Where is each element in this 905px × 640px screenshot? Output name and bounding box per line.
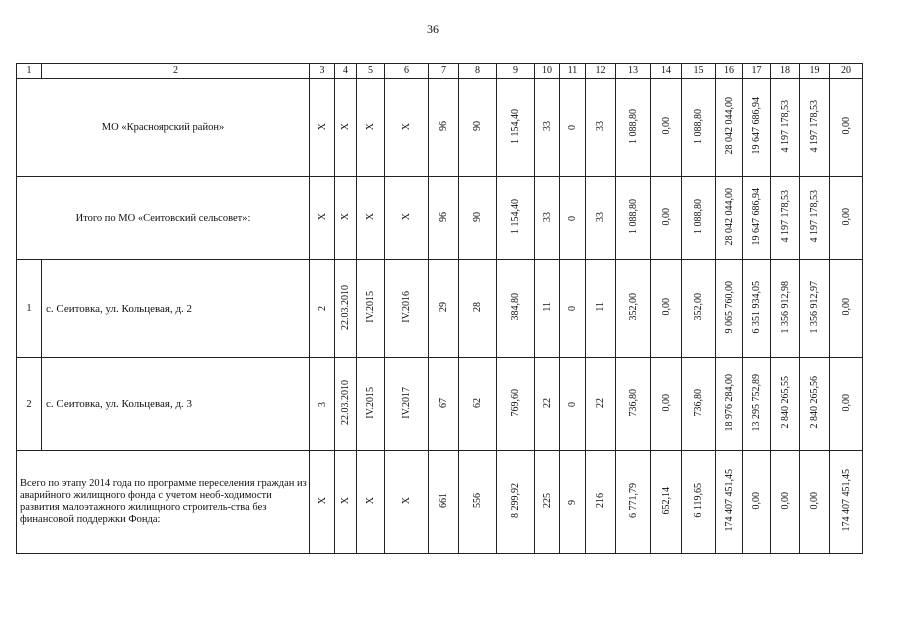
- cell-value: 22: [541, 397, 553, 408]
- cell-value: 2 840 265,55: [779, 376, 791, 429]
- cell-value: 1 356 912,98: [779, 280, 791, 334]
- cell-value: Х: [340, 497, 351, 505]
- column-header: 3: [310, 64, 335, 79]
- data-cell: [335, 260, 357, 358]
- column-header: 2: [42, 64, 310, 79]
- cell-value: 6 351 934,05: [751, 280, 762, 334]
- cell-value: 0,00: [660, 298, 672, 316]
- header-row: [17, 64, 863, 79]
- cell-value: Х: [401, 497, 412, 505]
- cell-value: 33: [541, 211, 553, 222]
- cell-value: 2: [316, 306, 328, 311]
- cell-value: 661: [438, 493, 449, 508]
- data-cell: [429, 358, 459, 451]
- data-cell: [651, 177, 682, 260]
- cell-value: 62: [472, 397, 483, 408]
- data-cell: [535, 79, 560, 177]
- cell-value: 1 088,80: [627, 199, 639, 234]
- cell-value: 13 295 752,89: [751, 373, 762, 432]
- data-cell: [535, 177, 560, 260]
- cell-value: 225: [541, 493, 553, 508]
- data-cell: [682, 79, 716, 177]
- data-cell: [800, 451, 830, 554]
- data-cell: [357, 358, 385, 451]
- data-cell: [560, 260, 586, 358]
- data-cell: [830, 260, 863, 358]
- data-cell: [497, 79, 535, 177]
- cell-value: 0,00: [840, 393, 852, 412]
- cell-value: Х: [316, 213, 328, 221]
- data-cell: [385, 177, 429, 260]
- column-header: 8: [459, 64, 497, 79]
- table-row: [17, 358, 863, 451]
- data-cell: [385, 79, 429, 177]
- row-number: 1: [17, 260, 42, 358]
- data-cell: [459, 177, 497, 260]
- data-cell: [385, 451, 429, 554]
- data-cell: [335, 79, 357, 177]
- cell-value: 33: [595, 211, 606, 222]
- data-cell: [830, 177, 863, 260]
- cell-value: 0,00: [660, 207, 672, 226]
- data-cell: [651, 260, 682, 358]
- column-header: 5: [357, 64, 385, 79]
- column-header: 18: [771, 64, 800, 79]
- row-title: МО «Красноярский район»: [17, 79, 310, 177]
- data-cell: [743, 260, 771, 358]
- cell-value: 6 771,79: [627, 483, 639, 518]
- cell-value: 9: [567, 499, 578, 505]
- column-header: 11: [560, 64, 586, 79]
- data-cell: [385, 260, 429, 358]
- cell-value: 4 197 178,53: [809, 99, 820, 153]
- data-cell: [800, 177, 830, 260]
- column-header: 4: [335, 64, 357, 79]
- cell-value: Х: [401, 213, 412, 221]
- column-header: 7: [429, 64, 459, 79]
- cell-value: 29: [438, 302, 449, 312]
- cell-value: 0,00: [840, 298, 852, 316]
- cell-value: 0,00: [660, 117, 672, 135]
- row-address: с. Сеитовка, ул. Кольцевая, д. 3: [42, 358, 310, 451]
- cell-value: 28 042 044,00: [723, 97, 735, 155]
- data-cell: [800, 260, 830, 358]
- data-cell: [830, 79, 863, 177]
- column-header: 17: [743, 64, 771, 79]
- cell-value: IV.2017: [401, 386, 412, 419]
- data-cell: [560, 79, 586, 177]
- data-cell: [616, 260, 651, 358]
- data-cell: [651, 358, 682, 451]
- column-header: 20: [830, 64, 863, 79]
- data-cell: [459, 260, 497, 358]
- cell-value: Х: [365, 122, 376, 130]
- data-cell: [682, 358, 716, 451]
- cell-value: 11: [595, 302, 606, 312]
- data-cell: [771, 79, 800, 177]
- cell-value: 90: [472, 211, 483, 222]
- cell-value: 19 647 686,94: [751, 97, 762, 155]
- column-header: 16: [716, 64, 743, 79]
- cell-value: IV.2015: [365, 386, 376, 419]
- data-cell: [357, 451, 385, 554]
- cell-value: 1 356 912,97: [809, 280, 820, 334]
- cell-value: 0,00: [809, 491, 820, 510]
- cell-value: 352,00: [693, 293, 704, 321]
- data-cell: [310, 177, 335, 260]
- cell-value: 384,80: [510, 293, 521, 321]
- cell-value: 1 088,80: [693, 199, 704, 234]
- row-title: Всего по этапу 2014 года по программе переселения граждан из аварийного жилищного фонда с учетом необ-ходимости развития малоэтажного жилищного строитель-ства без финансовой поддержки Фонда:: [17, 451, 310, 554]
- cell-value: 3: [316, 401, 328, 407]
- data-cell: [716, 177, 743, 260]
- cell-value: 736,80: [693, 388, 704, 417]
- data-cell: [716, 79, 743, 177]
- data-cell: [830, 358, 863, 451]
- data-cell: [459, 358, 497, 451]
- cell-value: 22.03.2010: [340, 284, 351, 330]
- data-cell: [682, 177, 716, 260]
- cell-value: 4 197 178,53: [779, 99, 791, 153]
- data-cell: [616, 177, 651, 260]
- data-cell: [586, 451, 616, 554]
- cell-value: 22: [595, 397, 606, 408]
- column-header: 9: [497, 64, 535, 79]
- data-cell: [560, 451, 586, 554]
- data-cell: [310, 451, 335, 554]
- cell-value: 33: [541, 121, 553, 131]
- cell-value: 769,60: [510, 388, 521, 417]
- column-header: 15: [682, 64, 716, 79]
- cell-value: 0: [567, 401, 578, 407]
- data-cell: [586, 79, 616, 177]
- data-cell: [651, 79, 682, 177]
- cell-value: Х: [365, 497, 376, 505]
- data-cell: [385, 358, 429, 451]
- cell-value: 0,00: [660, 393, 672, 412]
- cell-value: 28: [472, 302, 483, 312]
- data-cell: [497, 260, 535, 358]
- data-cell: [616, 451, 651, 554]
- cell-value: 1 088,80: [627, 108, 639, 144]
- column-header: 14: [651, 64, 682, 79]
- column-header: 12: [586, 64, 616, 79]
- cell-value: 1 154,40: [510, 199, 521, 234]
- column-header: 19: [800, 64, 830, 79]
- cell-value: 652,14: [660, 486, 672, 515]
- data-cell: [335, 177, 357, 260]
- cell-value: 2 840 265,56: [809, 376, 820, 429]
- data-cell: [771, 260, 800, 358]
- row-address: с. Сеитовка, ул. Кольцевая, д. 2: [42, 260, 310, 358]
- data-cell: [743, 358, 771, 451]
- data-table: [16, 63, 863, 554]
- table-row: [17, 177, 863, 260]
- row-number: 2: [17, 358, 42, 451]
- cell-value: 96: [438, 211, 449, 222]
- cell-value: 6 119,65: [693, 483, 704, 518]
- data-cell: [429, 177, 459, 260]
- data-cell: [429, 79, 459, 177]
- column-header: 6: [385, 64, 429, 79]
- data-cell: [771, 358, 800, 451]
- cell-value: 28 042 044,00: [723, 187, 735, 246]
- cell-value: Х: [365, 213, 376, 221]
- cell-value: 736,80: [627, 388, 639, 417]
- cell-value: 0: [567, 125, 578, 130]
- cell-value: Х: [340, 213, 351, 221]
- cell-value: 67: [438, 397, 449, 408]
- data-cell: [616, 79, 651, 177]
- cell-value: 1 088,80: [693, 108, 704, 144]
- data-cell: [497, 451, 535, 554]
- table-row: [17, 79, 863, 177]
- cell-value: 216: [595, 493, 606, 508]
- cell-value: 1 154,40: [510, 108, 521, 144]
- data-cell: [586, 177, 616, 260]
- row-title: Итого по МО «Сеитовский сельсовет»:: [17, 177, 310, 260]
- cell-value: 0: [567, 306, 578, 311]
- cell-value: 11: [541, 302, 553, 312]
- column-header: 10: [535, 64, 560, 79]
- data-cell: [497, 358, 535, 451]
- cell-value: IV.2015: [365, 291, 376, 323]
- cell-value: 0,00: [840, 207, 852, 226]
- cell-value: 19 647 686,94: [751, 187, 762, 246]
- data-cell: [357, 177, 385, 260]
- cell-value: 8 299,92: [510, 483, 521, 518]
- cell-value: 90: [472, 121, 483, 131]
- cell-value: 9 065 760,00: [723, 280, 735, 334]
- data-cell: [310, 260, 335, 358]
- data-cell: [535, 358, 560, 451]
- data-cell: [335, 358, 357, 451]
- cell-value: 22.03.2010: [340, 380, 351, 425]
- cell-value: 0: [567, 215, 578, 221]
- data-cell: [682, 451, 716, 554]
- data-cell: [586, 260, 616, 358]
- data-cell: [682, 260, 716, 358]
- data-cell: [800, 79, 830, 177]
- data-cell: [429, 451, 459, 554]
- data-cell: [771, 451, 800, 554]
- data-cell: [651, 451, 682, 554]
- cell-value: 0,00: [751, 491, 762, 510]
- data-cell: [616, 358, 651, 451]
- data-cell: [459, 79, 497, 177]
- cell-value: Х: [316, 122, 328, 130]
- cell-value: 556: [472, 493, 483, 508]
- cell-value: 352,00: [627, 293, 639, 321]
- cell-value: 0,00: [840, 117, 852, 135]
- table-row: [17, 260, 863, 358]
- data-cell: [459, 451, 497, 554]
- data-cell: [535, 451, 560, 554]
- data-cell: [357, 260, 385, 358]
- cell-value: 174 407 451,45: [840, 469, 852, 532]
- data-cell: [716, 358, 743, 451]
- cell-value: 18 976 284,00: [723, 373, 735, 432]
- cell-value: Х: [340, 122, 351, 130]
- cell-value: Х: [316, 497, 328, 505]
- cell-value: IV.2016: [401, 291, 412, 323]
- data-cell: [743, 451, 771, 554]
- cell-value: 174 407 451,45: [723, 469, 735, 532]
- cell-value: Х: [401, 122, 412, 130]
- data-cell: [335, 451, 357, 554]
- data-cell: [429, 260, 459, 358]
- column-header: 1: [17, 64, 42, 79]
- page-number: 36: [427, 22, 439, 36]
- data-cell: [743, 177, 771, 260]
- column-header: 13: [616, 64, 651, 79]
- cell-value: 4 197 178,53: [779, 190, 791, 243]
- data-cell: [560, 177, 586, 260]
- data-cell: [560, 358, 586, 451]
- data-cell: [357, 79, 385, 177]
- data-cell: [800, 358, 830, 451]
- data-cell: [716, 260, 743, 358]
- cell-value: 4 197 178,53: [809, 190, 820, 243]
- cell-value: 0,00: [779, 491, 791, 510]
- data-cell: [716, 451, 743, 554]
- data-cell: [535, 260, 560, 358]
- data-cell: [743, 79, 771, 177]
- cell-value: 33: [595, 121, 606, 131]
- data-cell: [497, 177, 535, 260]
- table-row: [17, 451, 863, 554]
- data-cell: [310, 358, 335, 451]
- data-cell: [830, 451, 863, 554]
- cell-value: 96: [438, 121, 449, 131]
- data-cell: [586, 358, 616, 451]
- data-cell: [771, 177, 800, 260]
- data-cell: [310, 79, 335, 177]
